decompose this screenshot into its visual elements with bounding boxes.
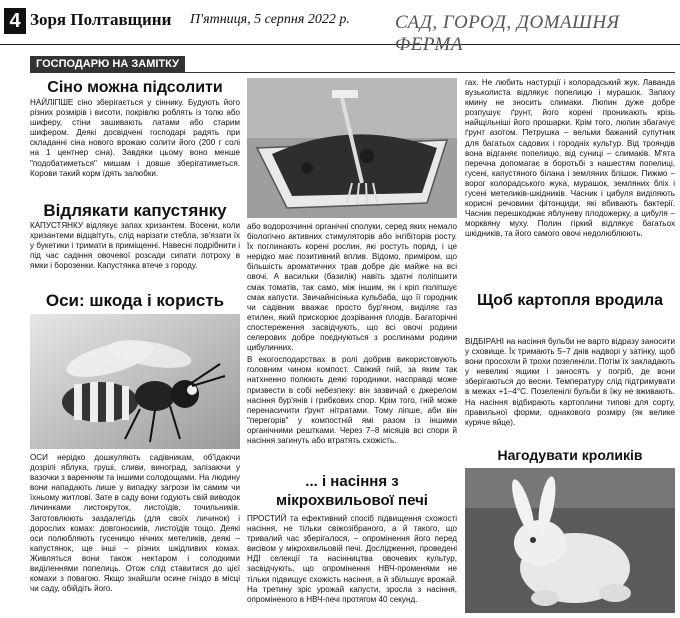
- issue-date: П'ятниця, 5 серпня 2022 р.: [190, 12, 350, 27]
- section-title: САД, ГОРОД, ДОМАШНЯ ФЕРМА: [395, 12, 620, 55]
- rabbit-photo: [465, 468, 675, 613]
- article-microwave-body: ПРОСТИЙ та ефективний спосіб підвищення схожості насіння, не тільки свіжозібраного, а й такого, що тривалий час зберігалося, – опромінення його перед висівом у мікрохвильовій печі. Дослідження, проведені НДІ селекції та насінництва овочевих культур, засвідчують, що опромінення НВЧ-променями не тільки підвищує схожість насіння, а й збільшує врожай. На третину зріс урожай капусти, зросла з насіння, опроміненого в НВЧ-печі протягом 40 секунд.: [247, 514, 457, 604]
- article-potato-body: ВІДБІРАНІ на насіння бульби не варто відразу заносити у сховище. Їх тримають 5–7 днів надворі у затінку, щоб вони просохли й трохи позеленіли. Потім їх закладають у невеликі ящики і заносять у погріб, де вони зберігаються до весни. Температуру слід підтримувати в межах +1–4°С. Позеленілі бульби в їжу не вживають. На насіння відбирають картоплини типові для сорту, правильної форми, однакового розміру (як велике куряче яйце).: [465, 337, 675, 427]
- article-rabbits-heading: [465, 446, 675, 466]
- article-hay-title: Сіно можна підсолити: [47, 79, 223, 96]
- article-wasps-body: ОСИ нерідко дошкуляють садівникам, об'їдаючи дозрілі яблука, груші, сливи, виноград, залізаючи у вазочки з варенням та іншими солодощами. На людину вони нападають лише у випадку загрози їм самим чи їхньому житлові. Зате в саду вони годують свій виводок личинками листокруток, листоїдів, точильників. Заготовлюють заздалегідь (для своїх личинок) і дорослих комах: довгоносиків, листоїдів тощо. Деякі оси полюбляють гусеницю нічних метеликів, деякі – капустянок, ще інші – різних шкідливих комах. Живляться вони також нектаром і солодкими виділеннями попелиць. Отож слід ставитися до цієї комахи з повагою. Якщо знайшли осине гніздо в місці чи саду, обійдіть його.: [30, 453, 240, 594]
- article-cabbage-body: КАПУСТЯНКУ відлякує запах хризантем. Восени, коли хризантеми відцвітуть, слід нарізати стебла, зв'язати їх у букетики і тримати в приміщенні. Навесні подрібнити і під час садіння овочевої розсади сипати потроху в ямки і борозенки. Капустянка втече з городу.: [30, 221, 240, 271]
- article-hay-body: НАЙЛІПШЕ сіно зберігається у сіннику. Будують його різних розмірів і висоти, покрівлю роблять із толю або шиферу, стіни зашивають латами або старим шифером. Деякі досвідчені господарі радять при складанні сіна нового врожаю солити його (200 г солі на 1 центнер сіна). Завдяки цьому воно менше "подобатиметься" мишам і довше зберігатиметься. Корови такий корм їдять залюбки.: [30, 98, 240, 178]
- article-wasps-title: Оси: шкода і користь: [45, 291, 225, 310]
- article-neighbors: [247, 222, 457, 445]
- article-cabbage-title: Відлякати капустянку: [43, 201, 227, 220]
- rubric-label: ГОСПОДАРЮ НА ЗАМІТКУ: [30, 56, 185, 72]
- article-hay: [30, 78, 240, 193]
- article-herbs: [465, 78, 675, 284]
- wasp-icon: [30, 314, 240, 449]
- page-header: [0, 0, 680, 55]
- article-potato: [465, 337, 675, 437]
- rubric-divider: [30, 72, 675, 73]
- article-neighbors-body-top: або водорозчинні органічні сполуки, серед яких немало біологічно активних стимуляторів або інгібіторів росту. Їх поглинають корені рослин, які ростуть поряд, і це нерідко має позитивний вплив. Відомо, приміром, що більшість ароматичних трав добре діє майже на всі овочі. А васильки (базилік) навіть здатні поліпшити смак томатів, так само, між іншим, як і кріп поліпшує смак капусти. Звичайнісінька кульбаба, що її городник чи садівник вважає просто бур'яном, виділяє газ етилен, який прискорює дозрівання плодів. Багаторічні спостереження засвідчують, що всі овочі родини селерових добре поєднуються з рослинами родини цибулинних.: [247, 222, 457, 353]
- wasp-photo: [30, 314, 240, 449]
- article-microwave-title: ... і насіння з мікрохвильової печі: [276, 473, 428, 509]
- article-neighbors-body-bottom: В екогосподарствах в ролі добрив використовують головним чином компост. Свіжий гній, за яким так натхненно полюють деякі городники, насправді може призвести в собі небезпеку: він зазвичай є джерелом насіння бур'янів і грибкових спор. Крім того, гній може перенасичити ґрунт нітратами. Тому ліпше, аби він "перегорів" у компостній ямі разом із іншими органічними рештками. Через 7–8 місяців всі спори й насіння загинуть або втратять схожість.: [247, 355, 457, 445]
- wheelbarrow-icon: [247, 78, 457, 218]
- article-wasps: [30, 453, 240, 613]
- article-potato-title: Щоб картопля вродила: [476, 292, 664, 309]
- article-cabbage: [30, 200, 240, 288]
- wheelbarrow-compost-photo: [247, 78, 457, 218]
- newspaper-title: Зоря Полтавщини: [30, 10, 172, 29]
- rabbit-icon: [465, 468, 675, 613]
- article-rabbits-title: Нагодувати кроликів: [497, 447, 643, 463]
- article-microwave-heading: [247, 472, 457, 512]
- page-number: 4: [4, 8, 26, 34]
- article-potato-heading: [465, 291, 675, 335]
- article-wasps-heading: [30, 291, 240, 311]
- article-microwave: [247, 514, 457, 613]
- article-herbs-body: гах. Не любить настурції і колорадський жук. Лаванда вузьколиста відлякує попелицю і мурашок. Запаху кмину не зносить слимаки. Люпин дуже добре розпушує ґрунт, його корені проникають крізь найщільніші його прошарки. Крім того, люпин збагачує ґрунт азотом. Петрушка – вельми бажаний супутник для багатьох садових і городніх культур. Від трояндів вона відганяє попелицю, від суниці – слимаків. М'ята перечна допомагає в боротьбі з нашестям попелиці, гусені, капустяного білана і земляних блішок. Пижмо – ворог колорадського жука, мурашок, земляних бліх і гусені метеликів-шкідників. Часник і цибуля виділяють корисні речовини фітонциди, які вбивають бактерії. Часник перешкоджає яблуневу плодожерку, а цибуля – морквяну муху. Полин гіркий відлякує багатьох шкідників, та його самого овочі недолюблюють.: [465, 78, 675, 239]
